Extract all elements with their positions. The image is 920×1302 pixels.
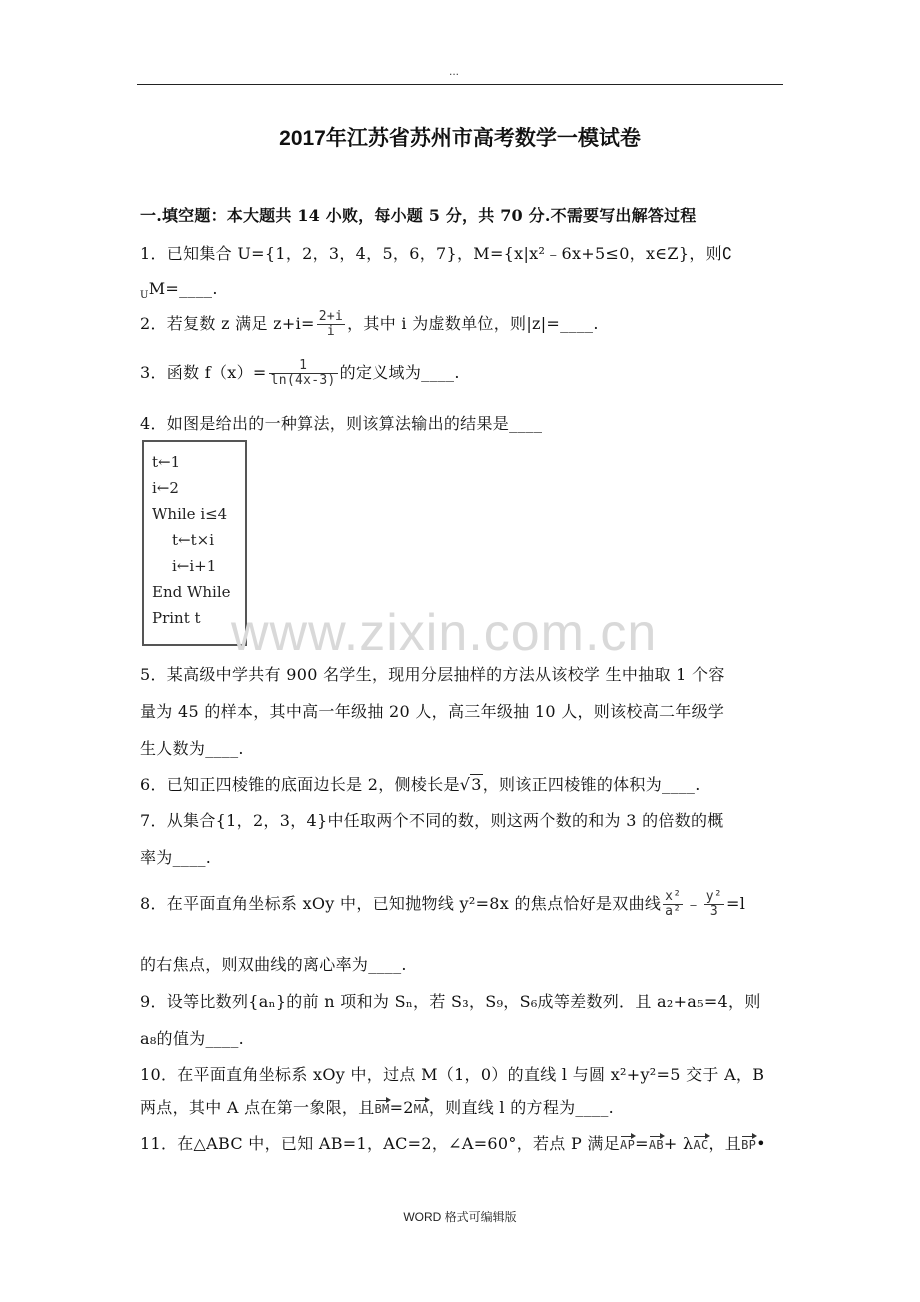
section-heading: 一.填空题：本大题共 14 小败，每小题 5 分，共 70 分.不需要写出解答过程 [140,206,697,225]
vector: AB [649,1133,664,1152]
question-9-cont: a₈的值为____. [140,1029,245,1048]
header-rule [137,84,783,85]
question-6: 6．已知正四棱锥的底面边长是 2，侧棱长是√3，则该正四棱锥的体积为____. [140,775,701,794]
footer-note: WORD 格式可编辑版 [403,1210,517,1224]
algorithm-line: i←2 [152,479,179,497]
question-5-cont: 量为 45 的样本，其中高一年级抽 20 人，高三年级抽 10 人，则该校高二年级学 [140,702,725,721]
question-10: 10．在平面直角坐标系 xOy 中，过点 M（1，0）的直线 l 与圆 x²+y²=5 交于 A，B [140,1065,765,1084]
page-title: 2017年江苏省苏州市高考数学一模试卷 [279,127,641,150]
question-7: 7．从集合{1，2，3，4}中任取两个不同的数，则这两个数的和为 3 的倍数的概 [140,811,724,830]
question-4: 4．如图是给出的一种算法，则该算法输出的结果是____ [140,414,543,433]
fraction: $\frac{1}{\ln(4x-3)}$ [270,358,336,388]
watermark: www.zixin.com.cn [231,604,658,662]
question-7-cont: 率为____. [140,848,212,867]
sqrt: √3 [459,775,482,794]
fraction: $\frac{\text{y²}}{3}$ [705,889,723,919]
question-8: 8．在平面直角坐标系 xOy 中，已知抛物线 y²=8x 的焦点恰好是双曲线 $\frac{\text{x²}}{\text{a²}}$ ﹣ $\frac{\text{y²}}{3}$ =l [140,889,746,919]
question-2: 2．若复数 z 满足 z+i= $\frac{2+i}{i}$ ，其中 i 为虚数单位，则|z|=____. [140,309,599,339]
question-11: 11．在△ABC 中，已知 AB=1，AC=2，∠A=60°，若点 P 满足AP=AB+ λAC，且BP• [140,1134,766,1153]
algorithm-line: End While [152,583,231,601]
fraction: $\frac{2+i}{i}$ [318,309,344,339]
question-3: 3．函数 f（x）= $\frac{1}{\ln(4x-3)}$ 的定义域为____. [140,358,460,388]
algorithm-line: t←t×i [172,531,214,549]
question-8-cont: 的右焦点，则双曲线的离心率为____. [140,955,407,974]
vector: AC [693,1133,708,1152]
algorithm-line: t←1 [152,453,181,471]
vector: MA [414,1097,429,1116]
question-1: 1．已知集合 U={1，2，3，4，5，6，7}，M={x|x²﹣6x+5≤0，x∈Z}，则∁ [140,244,733,263]
algorithm-line: i←i+1 [172,557,217,575]
algorithm-line: While i≤4 [152,505,228,523]
question-5-cont: 生人数为____. [140,739,244,758]
fraction: $\frac{\text{x²}}{\text{a²}}$ [665,889,682,919]
question-5: 5．某高级中学共有 900 名学生，现用分层抽样的方法从该校学 生中抽取 1 个容 [140,665,725,684]
vector: BP [741,1133,756,1152]
question-9: 9．设等比数列{aₙ}的前 n 项和为 Sₙ，若 S₃，S₉，S₆成等差数列．且 a₂+a₅=4，则 [140,992,761,1011]
header-ellipsis: ... [449,64,460,78]
vector: BM [375,1097,390,1116]
algorithm-line: Print t [152,609,201,627]
vector: AP [620,1133,635,1152]
question-10-cont: 两点，其中 A 点在第一象限，且BM=2MA，则直线 l 的方程为____. [140,1098,615,1117]
question-1-cont: $_U$M=____. [140,279,218,302]
